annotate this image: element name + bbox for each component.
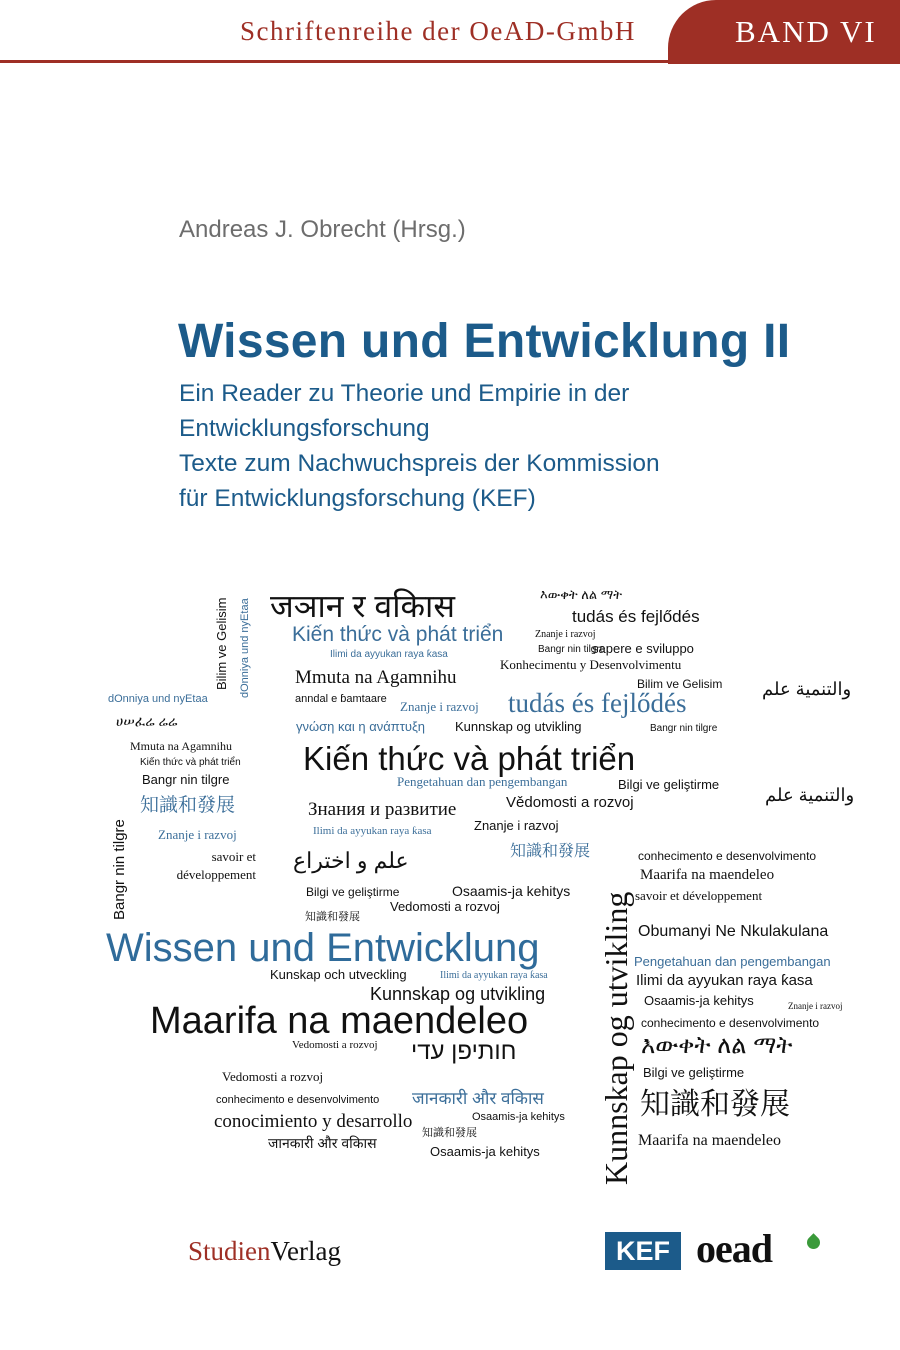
- cloud-word: Vedomosti a rozvoj: [222, 1069, 324, 1084]
- cloud-word: Ilimi da ayyukan raya ƙasa: [440, 970, 548, 981]
- cloud-word: conhecimento e desenvolvimento: [638, 849, 817, 863]
- cloud-word: חותיפן עדי: [411, 1038, 517, 1065]
- editor-name: Andreas J. Obrecht (Hrsg.): [179, 216, 466, 243]
- cloud-word: Ilimi da ayyukan raya ƙasa: [313, 825, 432, 837]
- subtitle-line: Entwicklungsforschung: [179, 415, 430, 442]
- cloud-word-vertical: Bilim ve Gelisim: [214, 597, 229, 690]
- cloud-word: Kiến thức và phát triển: [292, 623, 504, 646]
- cloud-word: जानकारी और वकिास: [268, 1135, 377, 1151]
- cloud-word: Znanje i razvoj: [158, 827, 237, 842]
- cloud-word: Obumanyi Ne Nkulakulana: [638, 923, 829, 940]
- cloud-word: conocimiento y desarrollo: [214, 1111, 413, 1132]
- cloud-word: Bangr nin tilgre: [142, 772, 230, 787]
- cloud-word: Osaamis-ja kehitys: [644, 993, 754, 1008]
- cloud-word: Ilimi da ayyukan raya ƙasa: [636, 972, 813, 989]
- cloud-word: savoir et développement: [176, 849, 256, 882]
- cloud-word: tudás és fejlődés: [572, 607, 700, 626]
- cloud-word: dOnniya und nyEtaa: [108, 693, 208, 705]
- cloud-word: Bilgi ve geliştirme: [618, 777, 720, 792]
- cloud-word: Kiến thức và phát triển: [303, 740, 636, 777]
- cloud-word: Osaamis-ja kehitys: [430, 1144, 540, 1159]
- word-cloud: [0, 560, 900, 1210]
- cloud-word: والتنمية علم: [762, 679, 852, 699]
- cloud-word: Pengetahuan dan pengembangan: [397, 774, 568, 789]
- cloud-word: Bilgi ve geliştirme: [306, 885, 400, 899]
- cloud-word: علم و اختراع: [293, 848, 409, 873]
- cloud-word: Kunskap och utveckling: [270, 967, 407, 982]
- cloud-word: Знания и развитие: [308, 799, 457, 820]
- cloud-word: Bangr nin tilgre: [650, 723, 718, 734]
- cloud-word: Znanje i razvoj: [788, 1001, 843, 1011]
- cloud-word: እውቀት ለል ማት: [540, 587, 623, 602]
- kef-logo: KEF: [605, 1232, 681, 1270]
- cloud-word: እውቀት ለል ማት: [641, 1032, 793, 1059]
- cloud-word: Kunnskap og utvikling: [455, 719, 582, 734]
- cloud-word: savoir et développement: [635, 888, 763, 903]
- cloud-word: Mmuta na Agamnihu: [130, 739, 232, 753]
- header-rule: [0, 60, 900, 63]
- cloud-word: Pengetahuan dan pengembangan: [634, 954, 831, 969]
- cloud-word: Vedomosti a rozvoj: [292, 1039, 378, 1051]
- cloud-word-vertical: Kunnskap og utvikling: [598, 891, 634, 1185]
- cloud-word: Vedomosti a rozvoj: [390, 899, 500, 914]
- cloud-word: Osaamis-ja kehitys: [472, 1111, 565, 1123]
- cloud-word: Bilgi ve geliştirme: [643, 1065, 745, 1080]
- cloud-word-large: Wissen und Entwicklung: [106, 926, 540, 970]
- cloud-word: 知識和發展: [510, 843, 591, 860]
- cloud-word-vertical: dOnniya und nyEtaa: [239, 598, 251, 698]
- cloud-word: anndal e ɓamtaare: [295, 693, 387, 705]
- subtitle-line: Texte zum Nachwuchspreis der Kommission: [179, 450, 660, 477]
- cloud-word: Znanje i razvoj: [535, 629, 596, 640]
- cloud-word: जञान र वकिास: [270, 588, 455, 624]
- cloud-word: Kunnskap og utvikling: [370, 984, 546, 1004]
- cloud-word: Znanje i razvoj: [474, 818, 559, 833]
- cloud-word: Vědomosti a rozvoj: [506, 794, 634, 811]
- series-title: Schriftenreihe der OeAD-GmbH: [240, 16, 636, 46]
- subtitle-line: für Entwicklungsforschung (KEF): [179, 485, 536, 512]
- cloud-word-large: Maarifa na maendeleo: [150, 1000, 529, 1042]
- cloud-word: Znanje i razvoj: [400, 699, 479, 714]
- cloud-word: 知識和發展: [140, 795, 236, 816]
- cloud-word: जानकारी और वकिास: [412, 1089, 544, 1108]
- cloud-word: Bangr nin tilgre: [538, 644, 606, 655]
- book-title: Wissen und Entwicklung II: [178, 315, 791, 368]
- cloud-word: Osaamis-ja kehitys: [452, 883, 571, 899]
- cloud-word: Kiến thức và phát triển: [140, 757, 241, 768]
- cloud-word: Konhecimentu y Desenvolvimentu: [500, 657, 682, 672]
- volume-label: BAND VI: [735, 14, 877, 49]
- cloud-word: conhecimento e desenvolvimento: [216, 1094, 380, 1106]
- cloud-word: Maarifa na maendeleo: [640, 867, 775, 883]
- cloud-word: Mmuta na Agamnihu: [295, 667, 457, 688]
- publisher-logo: [188, 1236, 341, 1267]
- publisher-name-part2: Verlag: [270, 1236, 341, 1266]
- cloud-word: Maarifa na maendeleo: [638, 1132, 782, 1149]
- cloud-word: ሀሠፈሬ ሬሬ: [116, 713, 178, 729]
- subtitle-line: Ein Reader zu Theorie und Empirie in der: [179, 380, 630, 407]
- cloud-word: Bilim ve Gelisim: [637, 677, 723, 691]
- cloud-word: sapere e sviluppo: [592, 641, 694, 656]
- cloud-word-vertical: Bangr nin tilgre: [111, 819, 128, 920]
- cloud-word: γνώση και η ανάπτυξη: [296, 719, 426, 734]
- cloud-word: 知識和發展: [305, 911, 360, 923]
- cloud-word: Ilimi da ayyukan raya ƙasa: [330, 649, 448, 660]
- publisher-name-part1: Studien: [188, 1236, 271, 1266]
- oead-logo-mark: [804, 1233, 822, 1251]
- cloud-word: conhecimento e desenvolvimento: [641, 1016, 820, 1030]
- oead-logo: oead: [696, 1226, 772, 1271]
- cloud-word: 知識和發展: [422, 1127, 477, 1139]
- cloud-word: والتنمية علم: [765, 785, 855, 805]
- cloud-word: 知識和發展: [640, 1088, 790, 1121]
- cloud-word: tudás és fejlődés: [508, 688, 687, 718]
